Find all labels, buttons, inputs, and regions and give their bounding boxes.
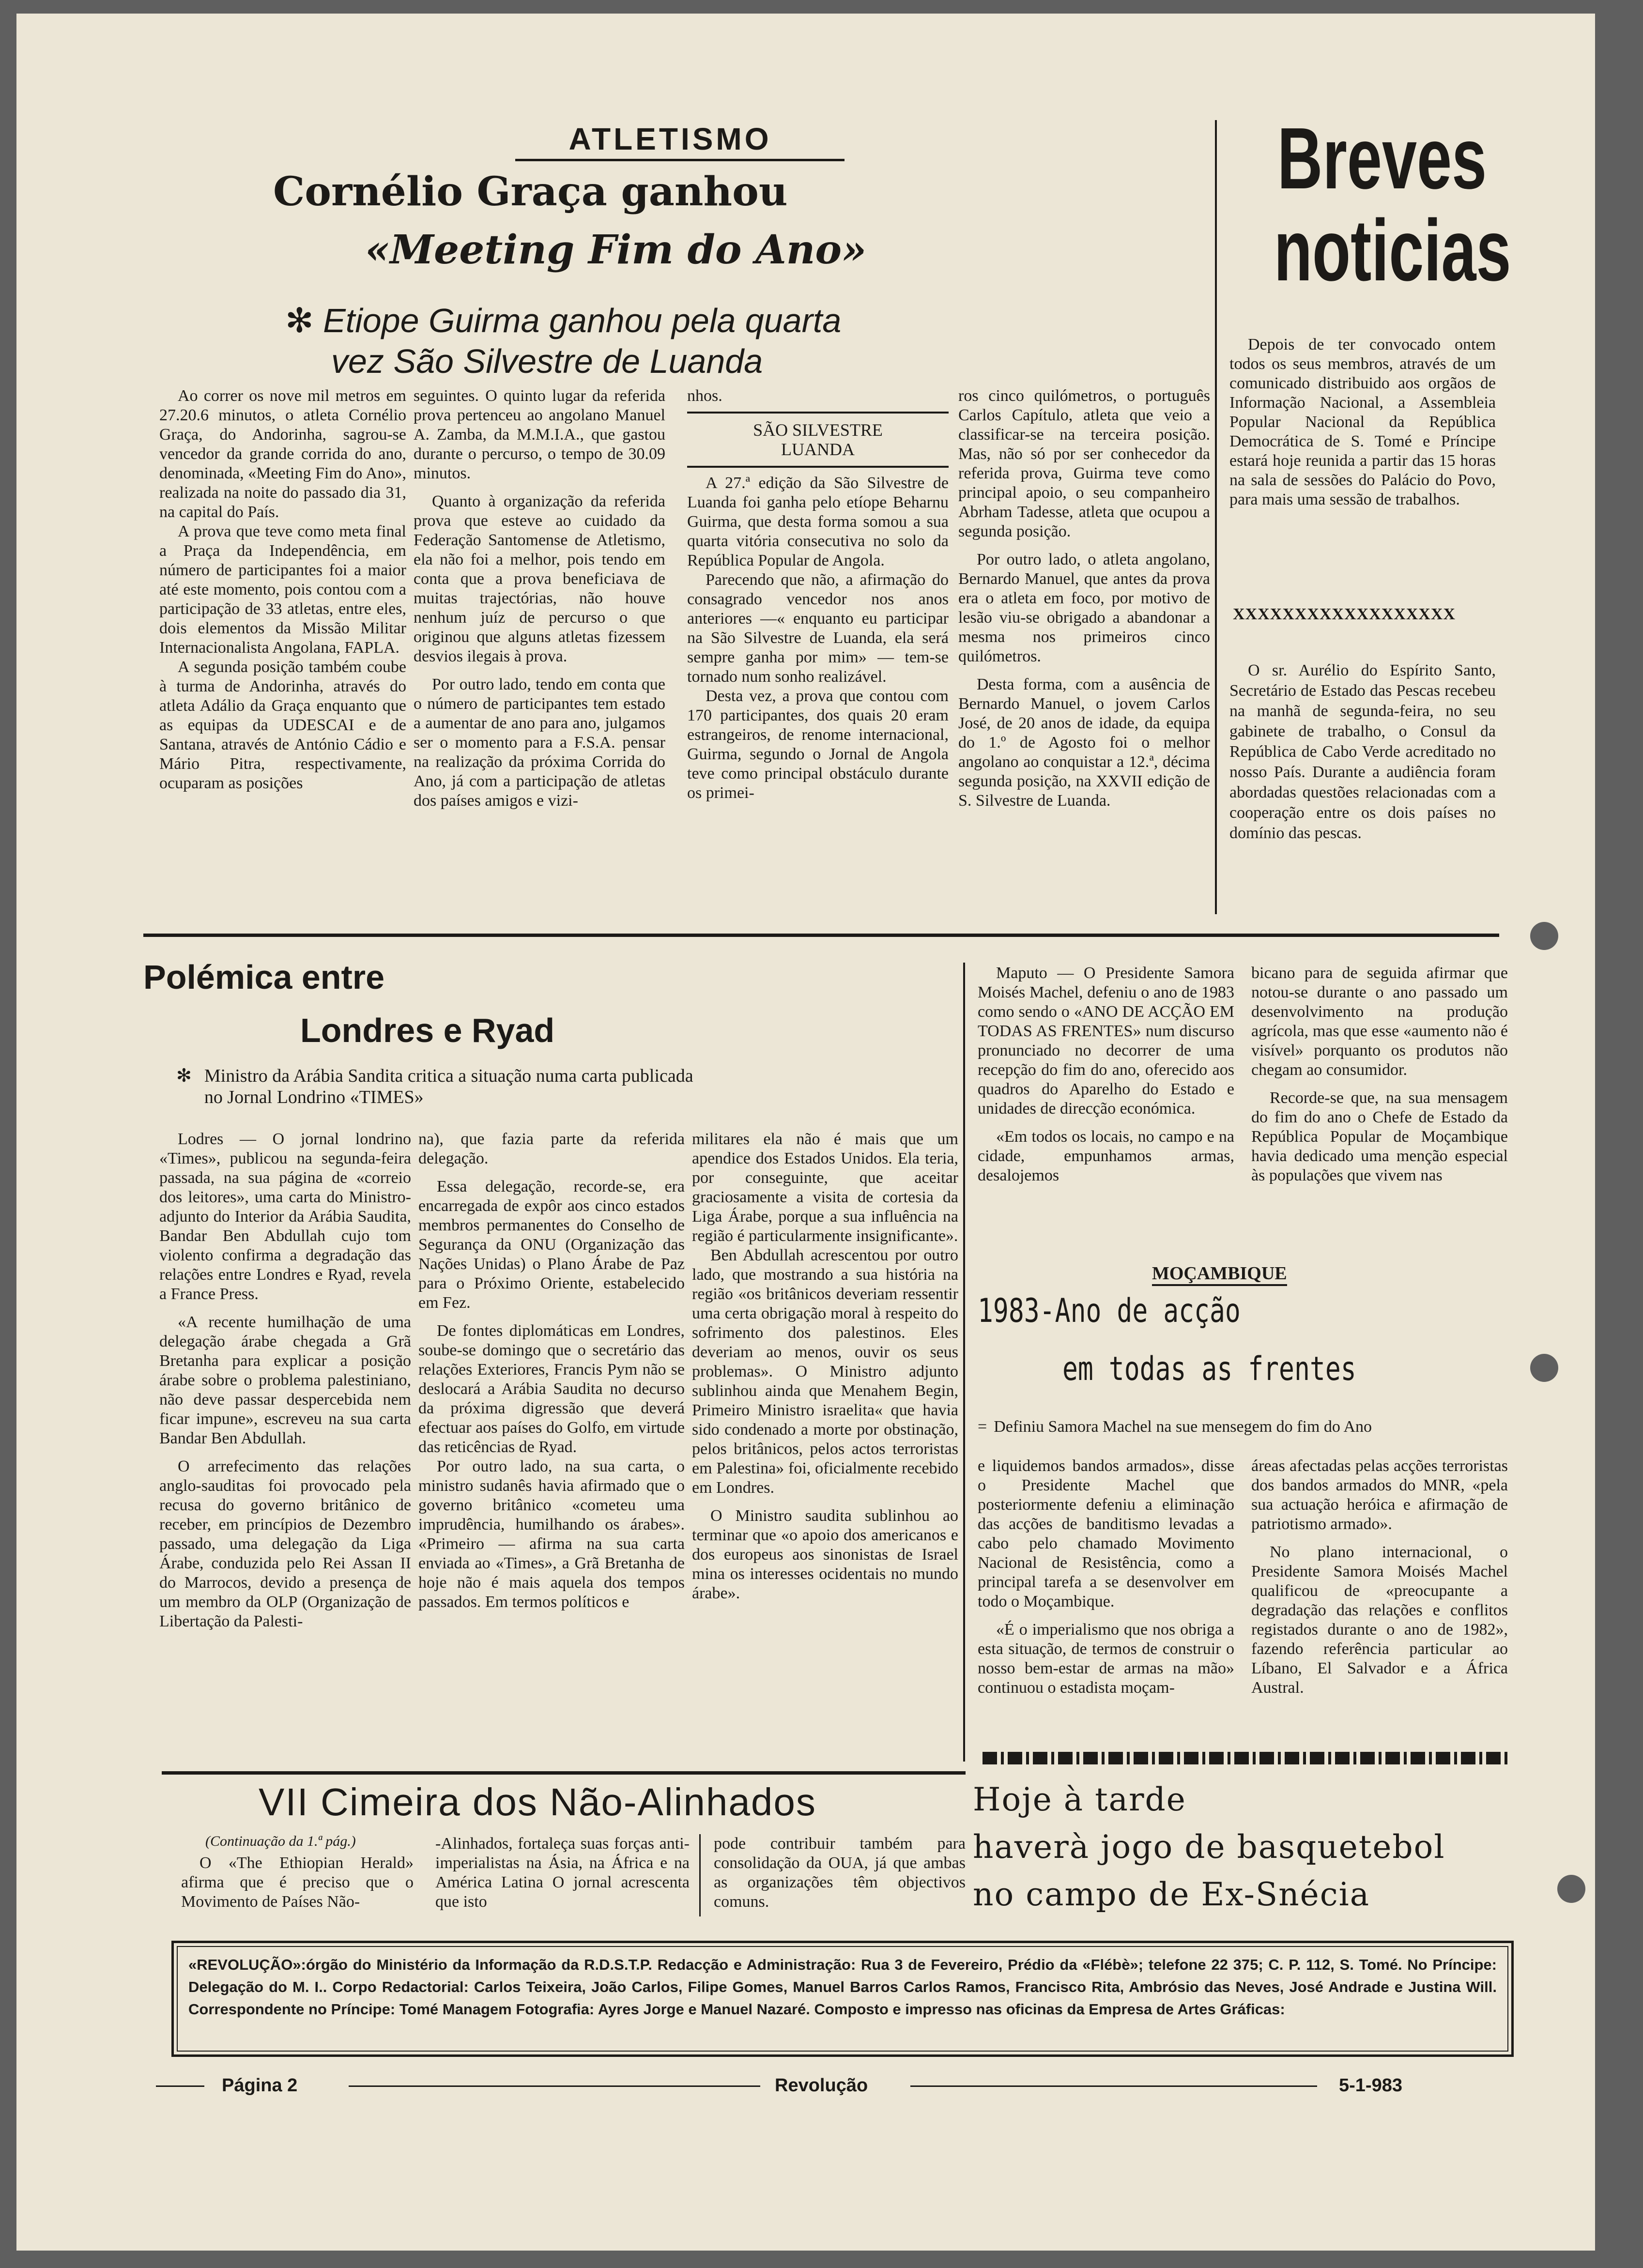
mocambique-col2-bottom	[1251, 1456, 1508, 1698]
breves-divider	[1215, 120, 1217, 914]
paragraph: e liquidemos bandos armados», disse o Presidente Machel que posteriormente defeniu a eliminação das acções de banditismo levadas a cabo pelo chamado Movimento Nacional de Resistência, como a principal tarefa a se desenvolver em todo o Moçambique.	[978, 1457, 1234, 1610]
cimeira-col2	[435, 1834, 690, 1912]
cimeira-title: VII Cimeira dos Não-Alinhados	[259, 1780, 816, 1824]
cimeira-col3	[714, 1834, 966, 1912]
paragraph: «Em todos os locais, no campo e na cidade, empunhamos armas, desalojemos	[978, 1128, 1234, 1184]
hoje-headline	[973, 1776, 1445, 1918]
paragraph: Desta forma, com a ausência de Bernardo Manuel, o jovem Carlos José, de 20 anos de idade, da equipa do 1.º de Agosto foi o melhor angolano ao conquistar a 12.ª, décima segunda posição, na XXVII edição de S. Silvestre de Luanda.	[958, 675, 1210, 810]
paragraph: Maputo — O Presidente Samora Moisés Machel, defeniu o ano de 1983 como sendo o «ANO DE ACÇÃO EM TODAS AS FRENTES» num discurso pronunciado no decorrer de uma recepção do fim do ano, oferecido aos quadros do Aparelho do Estado e unidades de direcção económica.	[978, 964, 1234, 1118]
mocambique-divider	[963, 963, 965, 1762]
breves-item-1	[1229, 335, 1496, 509]
mocambique-kicker: MOÇAMBIQUE	[1152, 1263, 1287, 1286]
paragraph: Depois de ter convocado ontem todos os seus membros, através de um comunicado distribuido aos orgãos de Informação Nacional, a Assembleia Popular Nacional da República Democrática de S. Tomé e Príncipe estará hoje reunida a partir das 15 horas na sala de sessões do Palácio do Povo, para mais uma sessão de trabalhos.	[1229, 336, 1496, 508]
atletismo-subtitle-1	[285, 300, 841, 341]
mocambique-subtitle-text: Definiu Samora Machel na sue mensegem do fim do Ano	[994, 1418, 1372, 1436]
paragraph: Desta vez, a prova que contou com 170 participantes, dos quais 20 eram estrangeiros, de renome internacional, Guirma, segundo o Jornal de Angola teve como principal obstáculo durante os primei-	[687, 687, 949, 802]
paragraph: Por outro lado, tendo em conta que o número de participantes tem estado a aumentar de ano para ano, julgamos ser o momento para a F.S.A. pensar na realização da próxima Corrida do Ano, já com a participação de atletas dos países amigos e vizi-	[414, 675, 665, 810]
paragraph: A prova que teve como meta final a Praça da Independência, em número de participantes foi a maior até este momento, pois contou com a participação de 33 atletas, entre eles, dois elementos da Missão Militar Internacionalista Angolana, FAPLA.	[159, 522, 406, 657]
paragraph: A 27.ª edição da São Silvestre de Luanda foi ganha pelo etíope Beharnu Guirma, que desta forma somou a sua quarta vitória consecutiva no solo da República Popular de Angola.	[687, 474, 949, 569]
paragraph: seguintes. O quinto lugar da referida prova pertenceu ao angolano Manuel A. Zamba, da M.M.I.A., que gastou durante o percurso, o tempo de 30.09 minutos.	[414, 387, 665, 482]
paragraph: pode contribuir também para consolidação da OUA, já que ambas as organizações têm objectivos comuns.	[714, 1835, 966, 1911]
paragraph: bicano para de seguida afirmar que notou-se durante o ano passado um desenvolvimento na produção agrícola, mas que esse «aumento não é visível» porquanto os produtos não chegam ao consumidor.	[1251, 964, 1508, 1079]
paragraph: Ben Abdullah acrescentou por outro lado, que mostrando a sua história na região «os britânicos deveriam ressentir uma certa obrigação moral à respeito do sofrimento dos palestinos. Eles deveriam ao menos, ouvir os seus problemas». O Ministro adjunto sublinhou ainda que Menahem Begin, Primeiro Ministro israelita« que havia sido condenado a morte por obstinação, pelos britânicos, pelos actos terroristas em Palestina» foi, oficialmente recebido em Londres.	[692, 1246, 958, 1497]
breves-title-1: Breves	[1277, 110, 1487, 207]
atletismo-col3	[687, 386, 949, 803]
paragraph: No plano internacional, o Presidente Samora Moisés Machel qualificou de «preocupante a degradação das relações e conflitos registados durante o ano de 1982», fazendo referência particular ao Líbano, El Salvador e a África Austral.	[1251, 1543, 1508, 1697]
atletismo-title-2: «Meeting Fim do Ano»	[365, 227, 867, 273]
atletismo-title-1: Cornélio Graça ganhou	[273, 169, 788, 215]
paragraph: «A recente humilhação de uma delegação árabe chegada a Grã Bretanha para explicar a posição árabe sobre o problema palestiniano, não deve passar despercebida nem ficar impune», escreveu na sua carta Bandar Ben Abdullah.	[159, 1313, 411, 1447]
paragraph: na), que fazia parte da referida delegação.	[418, 1130, 685, 1167]
paragraph: áreas afectadas pelas acções terroristas dos bandos armados do MNR, «pela sua actuação heróica e afirmação de patriotismo armado».	[1251, 1457, 1508, 1533]
polemica-col2	[418, 1130, 685, 1612]
cimeira-col-divider	[699, 1834, 701, 1916]
divider	[687, 466, 949, 468]
paragraph: -Alinhados, fortaleça suas forças anti-imperialistas na Ásia, na África e na América Latina O jornal acrescenta que isto	[435, 1835, 690, 1911]
punch-hole	[1530, 1354, 1558, 1382]
polemica-subtitle-text: Ministro da Arábia Sandita critica a situação numa carta publicada no Jornal Londrino «TIMES»	[204, 1066, 693, 1107]
mocambique-title-2: em todas as frentes	[1062, 1350, 1356, 1388]
sao-silvestre-heading: SÃO SILVESTRE LUANDA	[753, 420, 883, 459]
hoje-line-3: no campo de Ex-Snécia	[973, 1876, 1370, 1913]
polemica-subtitle	[176, 1065, 709, 1108]
paragraph: nhos.	[687, 387, 722, 405]
footer-rule-mid-left	[349, 2085, 760, 2087]
mocambique-col2-top	[1251, 964, 1508, 1185]
hoje-line-2: haverà jogo de basquetebol	[973, 1828, 1445, 1866]
atletismo-col2	[414, 386, 665, 811]
punch-hole	[1530, 922, 1558, 950]
newspaper-page	[16, 14, 1595, 2251]
paragraph: militares ela não é mais que um apendice dos Estados Unidos. Ela teria, por conseguinte, que aceitar graciosamente a visita de cortesia da Liga Árabe, porque a sua influência na região é particularmente insignificante».	[692, 1130, 958, 1245]
page-number: Página 2	[222, 2075, 298, 2096]
atletismo-col4	[958, 386, 1210, 811]
paper-name: Revolução	[775, 2075, 868, 2096]
cimeira-continuation: (Continuação da 1.ª pág.)	[205, 1833, 356, 1849]
paragraph: ros cinco quilómetros, o português Carlos Capítulo, atleta que veio a classificar-se na terceira posição. Mas, não só por ser conhecedor da referida prova, Guirma teve como principal apoio, o seu companheiro Abrham Tadesse, atleta que ocupou a segunda posição.	[958, 387, 1210, 540]
atletismo-col1	[159, 386, 406, 793]
hoje-line-1: Hoje à tarde	[973, 1781, 1186, 1818]
dash-icon: =	[978, 1418, 987, 1436]
polemica-title-1: Polémica entre	[143, 958, 384, 996]
masthead-box	[171, 1941, 1514, 2057]
punch-hole	[1557, 1875, 1585, 1903]
paragraph: Por outro lado, na sua carta, o ministro sudanês havia afirmado que o governo britânico «cometeu uma imprudência, humilhando os árabes». «Primeiro — afirma na sua carta enviada ao «Times», a Grã Bretanha de hoje não é mais aquela dos tempos passados. Em termos políticos e	[418, 1457, 685, 1611]
paragraph: Por outro lado, o atleta angolano, Bernardo Manuel, que antes da prova era o atleta em foco, por motivo de lesão viu-se obrigado a abandonar a mesma nos primeiros cinco quilómetros.	[958, 551, 1210, 665]
breves-separator: XXXXXXXXXXXXXXXXXX	[1233, 605, 1456, 623]
polemica-col3	[692, 1130, 958, 1603]
paragraph: O Ministro saudita sublinhou ao terminar que «o apoio dos americanos e dos europeus aos sinonistas de Israel mina os interesses ocidentais no mundo árabe».	[692, 1507, 958, 1602]
chain-rule	[983, 1752, 1510, 1764]
mocambique-col1-bottom	[978, 1456, 1234, 1698]
cimeira-col1	[181, 1854, 414, 1912]
breves-item-2	[1229, 660, 1496, 843]
paragraph: «É o imperialismo que nos obriga a esta situação, de termos de construir o nosso bem-estar de armas na mão» continuou o estadista moçam-	[978, 1621, 1234, 1697]
paragraph: Lodres — O jornal londrino «Times», publicou na segunda-feira passada, na sua página de «correio dos leitores», uma carta do Ministro-adjunto do Interior da Arábia Saudita, Bandar Ben Abdullah cujo tom violento confirma a degradação das relações entre Londres e Ryad, revela a France Press.	[159, 1130, 411, 1303]
polemica-title-2: Londres e Ryad	[300, 1011, 555, 1049]
paragraph: Parecendo que não, a afirmação do consagrado vencedor nos anos anteriores —« enquanto eu participar na São Silvestre de Luanda, ela será sempre ganha por mim» — tem-se tornado num sonho realizável.	[687, 571, 949, 686]
star-icon: ✻	[285, 302, 323, 339]
paragraph: A segunda posição também coube à turma de Andorinha, através do atleta Adálio da Graça enquanto que as equipas da UDESCAI e de Santana, através de António Cádio e Mário Pitra, respectivamente, ocuparam as posições	[159, 658, 406, 792]
footer-rule-left	[156, 2085, 204, 2087]
divider	[687, 412, 949, 414]
footer-rule-mid-right	[910, 2085, 1317, 2087]
masthead-text: «REVOLUÇÃO»:órgão do Ministério da Informação da R.D.S.T.P. Redacção e Administração: Rua 3 de Fevereiro, Prédio da «Flébè»; telefone 22 375; C. P. 112, S. Tomé. No Príncipe: Delegação do M. I.. Corpo Redactorial: Carlos Teixeira, João Carlos, Filipe Gomes, Manuel Barros Carlos Ramos, Francisco Rita, Ambrósio das Neves, José Andrade e Justina Will. Correspondente no Príncipe: Tomé Managem Fotografia: Ayres Jorge e Manuel Nazaré. Composto e impresso nas oficinas da Empresa de Artes Gráficas:	[177, 1946, 1508, 2052]
atletismo-kicker: ATLETISMO	[568, 122, 772, 156]
page-date: 5-1-983	[1339, 2075, 1402, 2096]
mocambique-title-1: 1983-Ano de acção	[978, 1292, 1241, 1330]
paragraph: Quanto à organização da referida prova que esteve ao cuidado da Federação Santomense de Atletismo, ela não foi a melhor, pois tendo em conta que a prova beneficiava de muitas trajectórias, não houve nenhum juíz de percurso o que originou que alguns atletas fizessem desvios ilegais à prova.	[414, 492, 665, 665]
paragraph: Ao correr os nove mil metros em 27.20.6 minutos, o atleta Cornélio Graça, do Andorinha, sagrou-se vencedor da grande corrida do ano, denominada, «Meeting Fim do Ano», realizada na noite do passado dia 31, na capital do País.	[159, 387, 406, 521]
star-icon: ✻	[176, 1066, 192, 1086]
kicker-underline	[515, 159, 845, 161]
atletismo-subtitle-2: vez São Silvestre de Luanda	[331, 342, 763, 380]
paragraph: O «The Ethiopian Herald» afirma que é preciso que o Movimento de Países Não-	[181, 1854, 414, 1911]
mocambique-col1-top	[978, 964, 1234, 1185]
paragraph: Recorde-se que, na sua mensagem do fim do ano o Chefe de Estado da República Popular de Moçambique havia dedicado uma menção especial às populações que vivem nas	[1251, 1089, 1508, 1184]
paragraph: De fontes diplomáticas em Londres, soube-se domingo que o secretário das relações Exteriores, Francis Pym não se deslocará a Arábia Saudita no decurso da próxima digressão que deverá efectuar aos países do Golfo, em virtude das reticências de Ryad.	[418, 1322, 685, 1456]
paragraph: Essa delegação, recorde-se, era encarregada de expôr aos cinco estados membros permanentes do Conselho de Segurança da ONU (Organização das Nações Unidas) o Plano Árabe de Paz para o Próximo Oriente, estabelecido em Fez.	[418, 1178, 685, 1312]
atletismo-subtitle-1-text: Etiope Guirma ganhou pela quarta	[323, 302, 842, 339]
polemica-col1	[159, 1130, 411, 1631]
section-rule	[143, 934, 1499, 937]
breves-title-2: noticias	[1274, 202, 1511, 299]
paragraph: O arrefecimento das relações anglo-sauditas foi provocado pela recusa do governo britânico de receber, em princípios de Dezembro passado, uma delegação da Liga Árabe, conduzida pelo Rei Assan II do Marrocos, devido a presença de um membro da OLP (Organização de Libertação da Palesti-	[159, 1457, 411, 1630]
mocambique-subtitle	[978, 1418, 1372, 1436]
paragraph: O sr. Aurélio do Espírito Santo, Secretário de Estado das Pescas recebeu na manhã de segunda-feira, no seu gabinete de trabalho, o Consul da República de Cabo Verde acreditado no nosso País. Durante a audiência foram abordadas questões relacionadas com a cooperação entre os dois países no domínio das pescas.	[1229, 661, 1496, 842]
section-rule	[162, 1771, 966, 1775]
